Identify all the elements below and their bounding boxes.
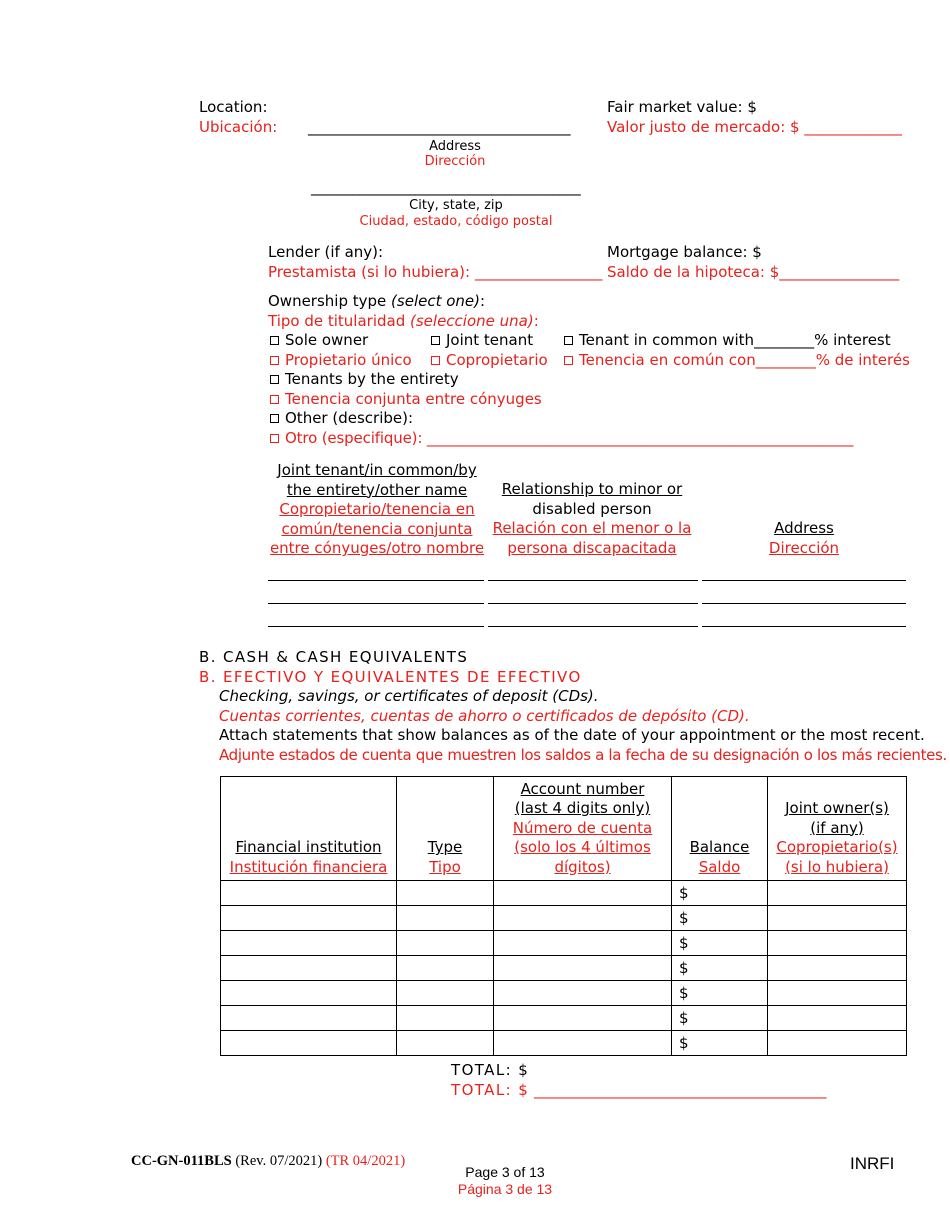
checkbox-icon: [270, 434, 279, 443]
checkbox-icon: [564, 356, 573, 365]
institution-cell[interactable]: [221, 956, 397, 981]
institution-cell[interactable]: [221, 931, 397, 956]
page-number-es: Página 3 de 13: [457, 1181, 553, 1197]
balance-cell[interactable]: $: [672, 881, 768, 906]
account-number-cell[interactable]: [494, 1031, 672, 1056]
form-id: CC-GN-011BLS (Rev. 07/2021) (TR 04/2021): [131, 1153, 406, 1169]
relationship-line[interactable]: [488, 603, 698, 604]
address-caption: Address: [429, 139, 481, 154]
page-number: Page 3 of 13: [465, 1164, 545, 1180]
ownership-type-title: Ownership type (select one):: [268, 292, 486, 310]
city-state-zip-field[interactable]: _______________________________________: [311, 178, 581, 196]
section-b-subtitle-es: Cuentas corrientes, cuentas de ahorro o certificados de depósito (CD).: [219, 707, 750, 725]
table-row: [221, 906, 907, 931]
accounts-table: [220, 776, 907, 1056]
account-number-cell[interactable]: [494, 906, 672, 931]
table-row: [221, 931, 907, 956]
co-owner-name-line[interactable]: [268, 626, 484, 627]
co-address-line[interactable]: [702, 603, 906, 604]
type-cell[interactable]: [397, 881, 494, 906]
mortgage-balance-label: Mortgage balance: $: [607, 243, 762, 261]
form-code: INRFI: [850, 1154, 895, 1173]
section-b-heading-es: B. EFECTIVO Y EQUIVALENTES DE EFECTIVO: [199, 668, 582, 686]
type-cell[interactable]: [397, 1006, 494, 1031]
other-describe-field[interactable]: Otro (especifique): __________________________________________________________: [270, 429, 853, 448]
city-caption: City, state, zip: [409, 198, 503, 213]
balance-cell[interactable]: $: [672, 906, 768, 931]
total-label: TOTAL: $: [451, 1061, 530, 1079]
joint-owner-cell[interactable]: [768, 981, 907, 1006]
co-owner-name-header: Joint tenant/in common/by the entirety/other name Copropietario/tenencia en común/tenencia conjunta entre cónyuges/otro nombre: [269, 461, 485, 557]
sole-owner-checkbox-es[interactable]: Propietario único: [270, 351, 412, 370]
joint-owner-cell[interactable]: [768, 931, 907, 956]
attach-statements-note: Attach statements that show balances as of the date of your appointment or the most recent.: [219, 726, 925, 744]
other-checkbox[interactable]: Other (describe):: [270, 409, 413, 428]
account-number-cell[interactable]: [494, 1006, 672, 1031]
institution-cell[interactable]: [221, 981, 397, 1006]
checkbox-icon: [564, 336, 573, 345]
section-b-heading: B. CASH & CASH EQUIVALENTS: [199, 648, 469, 666]
ownership-type-title-es: Tipo de titularidad (seleccione una):: [268, 312, 539, 330]
co-address-line[interactable]: [702, 580, 906, 581]
section-b-subtitle: Checking, savings, or certificates of deposit (CDs).: [219, 687, 599, 705]
joint-tenant-checkbox-es[interactable]: Copropietario: [431, 351, 548, 370]
relationship-line[interactable]: [488, 626, 698, 627]
total-field[interactable]: TOTAL: $ _______________________________________: [451, 1081, 827, 1099]
checkbox-icon: [270, 395, 279, 404]
joint-owner-cell[interactable]: [768, 906, 907, 931]
checkbox-icon: [431, 336, 440, 345]
institution-cell[interactable]: [221, 906, 397, 931]
institution-cell[interactable]: [221, 881, 397, 906]
account-number-cell[interactable]: [494, 956, 672, 981]
sole-owner-checkbox[interactable]: Sole owner: [270, 331, 368, 350]
relationship-line[interactable]: [488, 580, 698, 581]
institution-cell[interactable]: [221, 1031, 397, 1056]
balance-cell[interactable]: $: [672, 1006, 768, 1031]
checkbox-icon: [431, 356, 440, 365]
balance-cell[interactable]: $: [672, 1031, 768, 1056]
tenant-in-common-checkbox[interactable]: Tenant in common with________% interest: [564, 331, 891, 350]
account-number-cell[interactable]: [494, 981, 672, 1006]
lender-field[interactable]: Prestamista (si lo hubiera): _________________: [268, 263, 603, 281]
location-label-es: Ubicación:: [199, 118, 278, 136]
table-row: [221, 956, 907, 981]
institution-header: Financial institution Institución financiera: [221, 777, 397, 881]
joint-owner-cell[interactable]: [768, 1006, 907, 1031]
lender-label: Lender (if any):: [268, 243, 384, 261]
account-number-cell[interactable]: [494, 931, 672, 956]
checkbox-icon: [270, 336, 279, 345]
balance-cell[interactable]: $: [672, 981, 768, 1006]
tenants-by-entirety-checkbox-es[interactable]: Tenencia conjunta entre cónyuges: [270, 390, 542, 409]
co-owner-name-line[interactable]: [268, 580, 484, 581]
tenant-in-common-checkbox-es[interactable]: Tenencia en común con________% de interés: [564, 351, 910, 370]
table-row: [221, 981, 907, 1006]
type-cell[interactable]: [397, 981, 494, 1006]
co-address-line[interactable]: [702, 626, 906, 627]
checkbox-icon: [270, 414, 279, 423]
balance-cell[interactable]: $: [672, 931, 768, 956]
table-row: [221, 881, 907, 906]
fair-market-value-field[interactable]: Valor justo de mercado: $ _____________: [607, 118, 902, 136]
co-owner-name-line[interactable]: [268, 603, 484, 604]
account-number-cell[interactable]: [494, 881, 672, 906]
joint-tenant-checkbox[interactable]: Joint tenant: [431, 331, 533, 350]
type-cell[interactable]: [397, 906, 494, 931]
type-header: Type Tipo: [397, 777, 494, 881]
joint-owner-header: Joint owner(s) (if any) Copropietario(s) (si lo hubiera): [768, 777, 907, 881]
tenants-by-entirety-checkbox[interactable]: Tenants by the entirety: [270, 370, 459, 389]
type-cell[interactable]: [397, 956, 494, 981]
address-caption-es: Dirección: [424, 154, 486, 169]
mortgage-balance-field[interactable]: Saldo de la hipoteca: $________________: [607, 263, 900, 281]
location-label: Location:: [199, 98, 268, 116]
joint-owner-cell[interactable]: [768, 881, 907, 906]
institution-cell[interactable]: [221, 1006, 397, 1031]
attach-statements-note-es: Adjunte estados de cuenta que muestren los saldos a la fecha de su designación o los más recientes.: [219, 746, 947, 764]
checkbox-icon: [270, 375, 279, 384]
balance-header: Balance Saldo: [672, 777, 768, 881]
table-header-row: [221, 777, 907, 881]
type-cell[interactable]: [397, 931, 494, 956]
address-field[interactable]: ___________________________________: [308, 118, 571, 136]
joint-owner-cell[interactable]: [768, 956, 907, 981]
fair-market-value-label: Fair market value: $: [607, 98, 757, 116]
city-caption-es: Ciudad, estado, código postal: [359, 214, 553, 229]
balance-cell[interactable]: $: [672, 956, 768, 981]
relationship-header: Relationship to minor or disabled person Relación con el menor o la persona discapacitada: [492, 480, 692, 557]
co-address-header: Address Dirección: [768, 519, 840, 557]
account-number-header: Account number (last 4 digits only) Número de cuenta (solo los 4 últimos dígitos): [494, 777, 672, 881]
type-cell[interactable]: [397, 1031, 494, 1056]
checkbox-icon: [270, 356, 279, 365]
table-row: [221, 1006, 907, 1031]
table-row: [221, 1031, 907, 1056]
joint-owner-cell[interactable]: [768, 1031, 907, 1056]
